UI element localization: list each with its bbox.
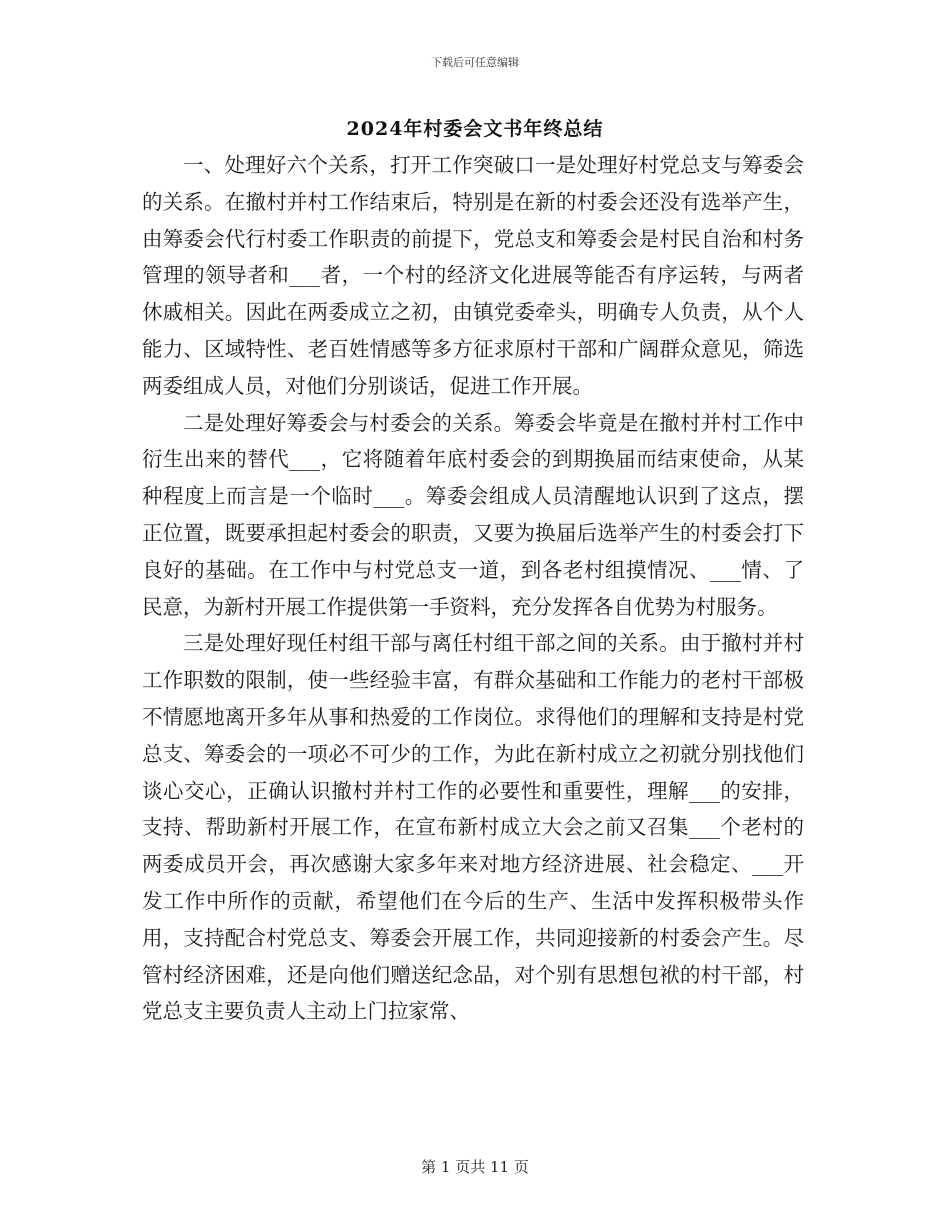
page-header: 下载后可任意编辑 [431,56,519,69]
document-title: 2024年村委会文书年终总结 [346,118,604,140]
paragraph: 三是处理好现任村组干部与离任村组干部之间的关系。由于撤村并村工作职数的限制，使一些经验丰富，有群众基础和工作能力的老村干部极不情愿地离开多年从事和热爱的工作岗位。求得他们的理解和支持是村党总支、筹委会的一项必不可少的工作，为此在新村成立之初就分别找他们谈心交心，正确认识撤村并村工作的必要性和重要性，理解___的安排，支持、帮助新村开展工作，在宣布新村成立大会之前又召集___个老村的两委成员开会，再次感谢大家多年来对地方经济进展、社会稳定、___开发工作中所作的贡献，希望他们在今后的生产、生活中发挥积极带头作用，支持配合村党总支、筹委会开展工作，共同迎接新的村委会产生。尽管村经济困难，还是向他们赠送纪念品，对个别有思想包袱的村干部，村党总支主要负责人主动上门拉家常、 [142,631,804,1024]
paragraph: 二是处理好筹委会与村委会的关系。筹委会毕竟是在撤村并村工作中衍生出来的替代___，它将随着年底村委会的到期换届而结束使命，从某种程度上而言是一个临时___。筹委会组成人员清醒地认识到了这点，摆正位置，既要承担起村委会的职责，又要为换届后选举产生的村委会打下良好的基础。在工作中与村党总支一道，到各老村组摸情况、___情、了民意，为新村开展工作提供第一手资料，充分发挥各自优势为村服务。 [142,410,804,619]
paragraph: 一、处理好六个关系，打开工作突破口一是处理好村党总支与筹委会的关系。在撤村并村工作结束后，特别是在新的村委会还没有选举产生，由筹委会代行村委工作职责的前提下，党总支和筹委会是村民自治和村务管理的领导者和___者，一个村的经济文化进展等能否有序运转，与两者休戚相关。因此在两委成立之初，由镇党委牵头，明确专人负责，从个人能力、区域特性、老百姓情感等多方征求原村干部和广阔群众意见，筛选两委组成人员，对他们分别谈话，促进工作开展。 [142,153,804,398]
page-footer: 第 1 页共 11 页 [421,1158,529,1176]
document-body [142,147,804,1030]
